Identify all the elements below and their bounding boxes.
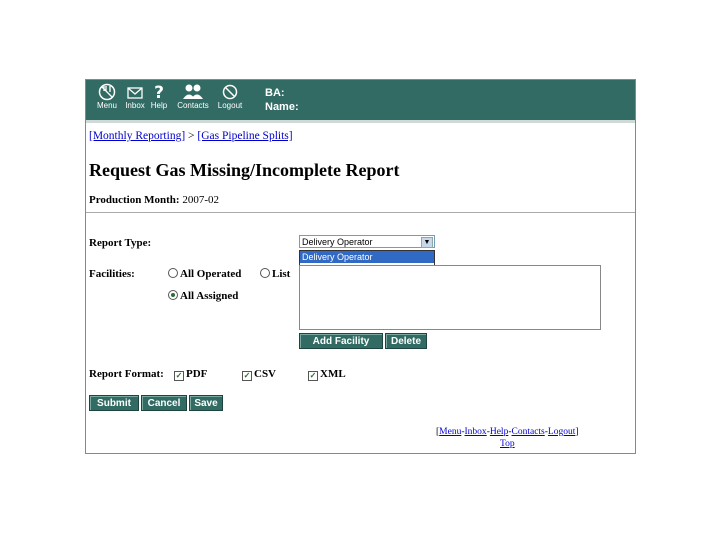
- help-icon: [150, 83, 168, 101]
- submit-button[interactable]: Submit: [89, 395, 139, 411]
- checkbox-pdf-label: PDF: [186, 368, 208, 380]
- footer-link-help[interactable]: Help: [489, 427, 509, 437]
- radio-list-label: List: [272, 268, 291, 280]
- header-strip: [86, 120, 635, 123]
- footer-link-menu[interactable]: Menu: [439, 427, 462, 437]
- footer-sep: -: [508, 427, 512, 437]
- nav-menu-label: Menu: [96, 101, 117, 110]
- save-button[interactable]: Save: [189, 395, 223, 411]
- footer-links: [436, 427, 579, 437]
- production-month: [89, 194, 219, 206]
- radio-all-operated[interactable]: [168, 268, 241, 280]
- footer-link-contacts[interactable]: Contacts: [511, 427, 545, 437]
- nav-contacts-label: Contacts: [177, 101, 209, 110]
- facilities-label: Facilities:: [89, 268, 135, 280]
- breadcrumb-gas-pipeline-splits[interactable]: [Gas Pipeline Splits]: [197, 130, 293, 142]
- footer-sep: -: [544, 427, 548, 437]
- cancel-button[interactable]: Cancel: [141, 395, 187, 411]
- nav-logout-label: Logout: [217, 101, 243, 110]
- facility-listbox[interactable]: [299, 265, 601, 330]
- footer-sep: -: [461, 427, 465, 437]
- footer-sep: -: [486, 427, 490, 437]
- chevron-down-icon[interactable]: ▼: [421, 237, 433, 248]
- checkbox-pdf[interactable]: [174, 368, 207, 381]
- footer-bracket-open: [: [436, 427, 440, 437]
- option-delivery-operator[interactable]: Delivery Operator: [300, 251, 434, 263]
- checkmark-icon: ✓: [243, 371, 251, 380]
- checkbox-csv[interactable]: [242, 368, 276, 381]
- radio-all-operated-label: All Operated: [180, 268, 242, 280]
- top-nav-bar: [86, 80, 635, 120]
- checkbox-xml-label: XML: [320, 368, 346, 380]
- radio-list[interactable]: [260, 268, 290, 280]
- ba-label: BA:: [265, 87, 285, 99]
- footer-link-logout[interactable]: Logout: [547, 427, 576, 437]
- report-format-label: Report Format:: [89, 368, 164, 380]
- footer-top: [500, 439, 515, 449]
- production-month-label: Production Month:: [89, 194, 180, 206]
- footer-link-top[interactable]: Top: [500, 439, 515, 449]
- radio-circle-icon: [260, 268, 270, 278]
- radio-selected-icon: [168, 290, 178, 300]
- report-type-label: Report Type:: [89, 237, 152, 249]
- report-type-select[interactable]: [299, 235, 435, 248]
- radio-all-assigned-label: All Assigned: [180, 290, 239, 302]
- checkmark-icon: ✓: [309, 371, 317, 380]
- menu-icon: [98, 83, 116, 101]
- radio-circle-icon: [168, 268, 178, 278]
- nav-contacts[interactable]: [174, 83, 212, 110]
- checkbox-csv-label: CSV: [254, 368, 277, 380]
- nav-logout[interactable]: [213, 83, 247, 110]
- breadcrumb-separator: >: [185, 130, 198, 142]
- app-window: [85, 79, 636, 454]
- name-label: Name:: [265, 101, 299, 113]
- production-month-value: 2007-02: [182, 194, 219, 206]
- add-facility-button[interactable]: Add Facility: [299, 333, 383, 349]
- logout-icon: [221, 83, 239, 101]
- breadcrumb-monthly-reporting[interactable]: [Monthly Reporting]: [89, 130, 186, 142]
- footer-bracket-close: ]: [575, 427, 579, 437]
- checkmark-icon: ✓: [175, 371, 183, 380]
- checkbox-xml[interactable]: [308, 368, 346, 381]
- breadcrumb: [89, 130, 293, 142]
- nav-inbox-label: Inbox: [125, 101, 145, 110]
- nav-help-label: Help: [150, 101, 168, 110]
- radio-all-assigned[interactable]: [168, 290, 238, 302]
- report-type-selected: Delivery Operator: [302, 237, 373, 247]
- delete-button[interactable]: Delete: [385, 333, 427, 349]
- nav-help[interactable]: [142, 83, 176, 110]
- divider: [86, 212, 635, 213]
- svg-text:?: ?: [154, 83, 164, 101]
- page-title: Request Gas Missing/Incomplete Report: [89, 160, 400, 180]
- contacts-icon: [182, 83, 204, 101]
- footer-link-inbox[interactable]: Inbox: [464, 427, 487, 437]
